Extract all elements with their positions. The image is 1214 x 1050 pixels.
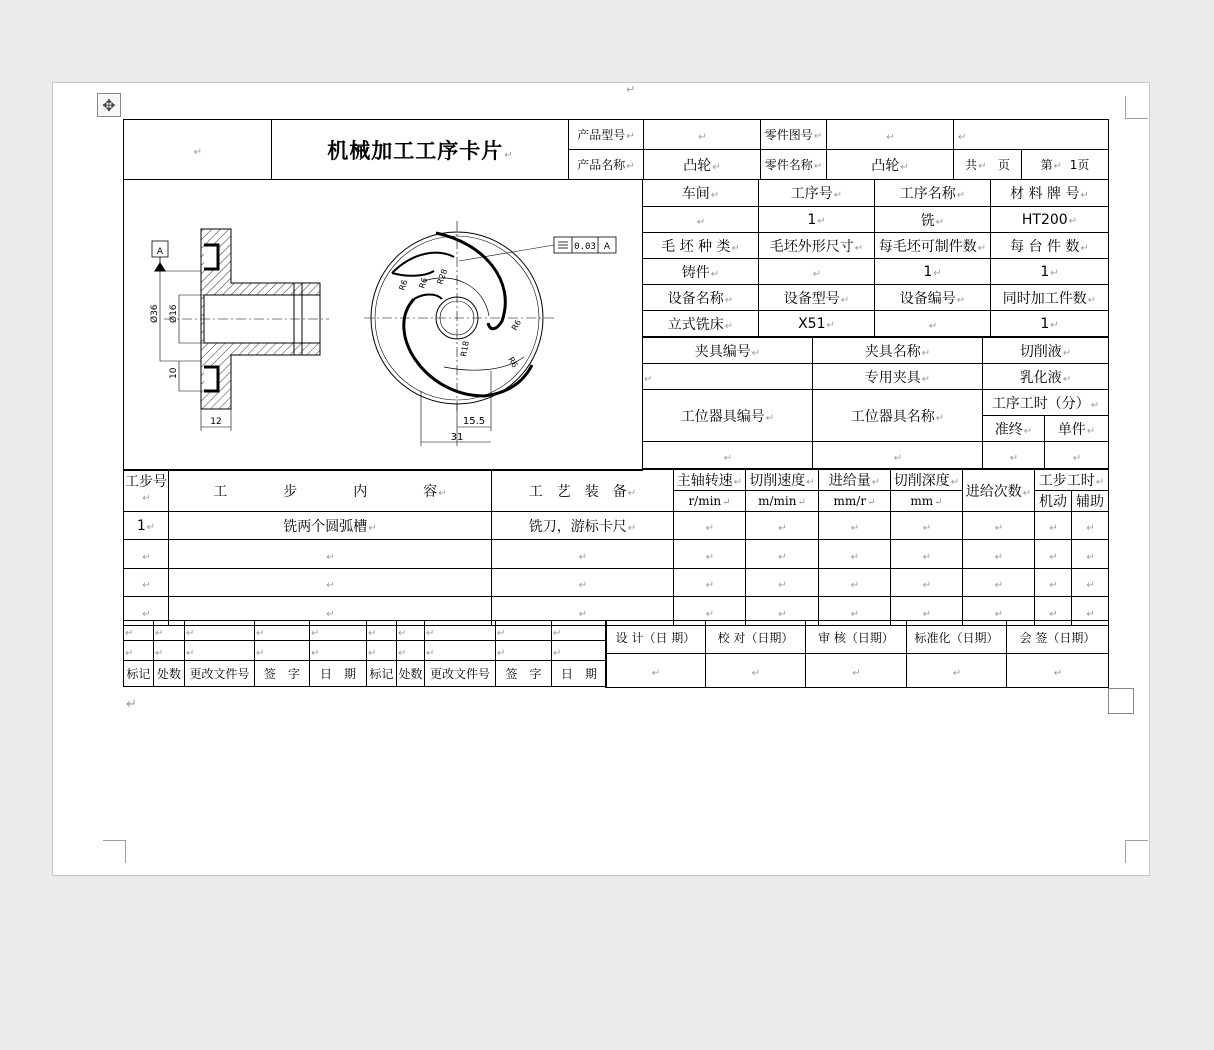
step-machine-time[interactable]: ↵ — [1035, 569, 1072, 597]
prep-time-value[interactable]: ↵ — [983, 442, 1045, 469]
crop-mark-bottom-right — [1125, 840, 1148, 863]
col-spindle-unit: r/min↵ — [674, 491, 746, 512]
mark-label: 标记 — [367, 661, 397, 687]
blank-type-value[interactable]: 铸件↵ — [643, 259, 759, 285]
revision-cell[interactable]: ↵ — [552, 641, 607, 661]
step-machine-time[interactable]: ↵ — [1035, 512, 1072, 540]
op-name-label: 工序名称↵ — [875, 180, 991, 207]
sign-label: 签 字 — [496, 661, 552, 687]
per-unit-value[interactable]: 1↵ — [991, 259, 1109, 285]
side-view — [152, 229, 329, 431]
dim-r6-c: R6 — [509, 317, 524, 332]
col-speed-unit: m/min↵ — [746, 491, 819, 512]
steps-table — [123, 469, 1109, 626]
material-value[interactable]: HT200↵ — [991, 207, 1109, 233]
step-aux-time[interactable]: ↵ — [1072, 512, 1109, 540]
revision-cell[interactable]: ↵ — [552, 621, 607, 641]
table-row — [124, 512, 1109, 540]
revision-cell[interactable]: ↵ — [425, 641, 496, 661]
unit-time-value[interactable]: ↵ — [1045, 442, 1109, 469]
fixture-no-label: 夹具编号↵ — [643, 338, 813, 364]
step-feed[interactable]: ↵ — [819, 512, 891, 540]
crop-mark-bottom-left — [103, 840, 126, 863]
paragraph-mark: ↵ — [626, 83, 636, 96]
product-model-value[interactable]: ↵ — [644, 120, 761, 150]
coolant-label: 切削液↵ — [983, 338, 1109, 364]
total-pages-cell[interactable]: 共↵ 页 — [954, 150, 1022, 180]
revision-cell[interactable]: ↵ — [397, 621, 425, 641]
equip-model-label: 设备型号↵ — [759, 285, 875, 311]
step-equipment[interactable]: ↵ — [492, 569, 674, 597]
op-time-label: 工序工时（分）↵ — [983, 390, 1109, 416]
operation-info-table — [642, 179, 1109, 337]
step-equipment[interactable]: ↵ — [492, 540, 674, 569]
doc-label: 更改文件号 — [185, 661, 255, 687]
step-speed[interactable]: ↵ — [746, 569, 819, 597]
table-resize-handle[interactable] — [1108, 688, 1134, 714]
step-passes[interactable]: ↵ — [963, 512, 1035, 540]
part-drawing-no-value[interactable]: ↵ — [827, 120, 954, 150]
date-label: 日 期 — [310, 661, 367, 687]
revision-cell[interactable]: ↵ — [154, 621, 185, 641]
step-no[interactable]: ↵ — [124, 540, 169, 569]
col-machine-time: 机动 — [1035, 491, 1072, 512]
step-spindle[interactable]: ↵ — [674, 597, 746, 626]
revision-cell[interactable]: ↵ — [124, 621, 154, 641]
revision-cell[interactable]: ↵ — [367, 621, 397, 641]
drawing-cell — [124, 180, 643, 471]
step-content[interactable]: 铣两个圆弧槽↵ — [169, 512, 492, 540]
step-spindle[interactable]: ↵ — [674, 569, 746, 597]
col-passes: 进给次数↵ — [963, 470, 1035, 512]
revision-cell[interactable]: ↵ — [496, 621, 552, 641]
mark-label: 标记 — [124, 661, 154, 687]
step-depth[interactable]: ↵ — [891, 569, 963, 597]
revision-cell[interactable]: ↵ — [397, 641, 425, 661]
dim-d16: Ø16 — [169, 303, 179, 323]
material-label: 材 料 牌 号↵ — [991, 180, 1109, 207]
workshop-value[interactable]: ↵ — [643, 207, 759, 233]
step-aux-time[interactable]: ↵ — [1072, 569, 1109, 597]
countersign-value[interactable]: ↵ — [1007, 654, 1109, 688]
doc-label: 更改文件号 — [425, 661, 496, 687]
step-depth[interactable]: ↵ — [891, 540, 963, 569]
dim-r18: R18 — [459, 339, 471, 357]
fixture-name-value[interactable]: 专用夹具↵ — [813, 364, 983, 390]
per-blank-label: 每毛坯可制件数↵ — [875, 233, 991, 259]
dim-10: 10 — [169, 367, 179, 379]
review-value[interactable]: ↵ — [806, 654, 907, 688]
page-number-cell[interactable]: 第↵ 1页 — [1022, 150, 1109, 180]
design-label: 设 计（日 期） — [606, 621, 706, 654]
design-value[interactable]: ↵ — [606, 654, 706, 688]
per-unit-label: 每 台 件 数↵ — [991, 233, 1109, 259]
dim-31: 31 — [450, 431, 464, 443]
col-feed-unit: mm/r↵ — [819, 491, 891, 512]
step-feed[interactable]: ↵ — [819, 569, 891, 597]
drawing-frame — [123, 179, 643, 471]
part-name-value[interactable]: 凸轮↵ — [827, 150, 954, 180]
col-speed: 切削速度↵ — [746, 470, 819, 491]
equip-name-label: 设备名称↵ — [643, 285, 759, 311]
front-view — [364, 221, 616, 446]
revision-table — [123, 620, 607, 687]
step-no[interactable]: ↵ — [124, 597, 169, 626]
step-content[interactable]: ↵ — [169, 569, 492, 597]
dim-r6-a: R6 — [397, 278, 410, 292]
col-depth: 切削深度↵ — [891, 470, 963, 491]
part-name-label: 零件名称↵ — [761, 150, 827, 180]
blank-size-value[interactable]: ↵ — [759, 259, 875, 285]
tolerance-datum: A — [603, 241, 611, 252]
op-no-label: 工序号↵ — [759, 180, 875, 207]
workshop-label: 车间↵ — [643, 180, 759, 207]
datum-label: A — [156, 246, 164, 257]
col-aux-time: 辅助 — [1072, 491, 1109, 512]
step-passes[interactable]: ↵ — [963, 569, 1035, 597]
step-content[interactable]: ↵ — [169, 597, 492, 626]
check-label: 校 对（日期） — [706, 621, 806, 654]
table-row — [124, 569, 1109, 597]
step-feed[interactable]: ↵ — [819, 540, 891, 569]
date-label: 日 期 — [552, 661, 607, 687]
dim-r6-d: R6 — [506, 355, 520, 369]
step-equipment[interactable]: ↵ — [492, 597, 674, 626]
blank-size-label: 毛坯外形尺寸↵ — [759, 233, 875, 259]
review-label: 审 核（日期） — [806, 621, 907, 654]
per-blank-value[interactable]: 1↵ — [875, 259, 991, 285]
prep-time-label: 准终↵ — [983, 416, 1045, 442]
equip-model-value[interactable]: X51↵ — [759, 311, 875, 337]
revision-cell[interactable]: ↵ — [367, 641, 397, 661]
table-move-handle-icon[interactable]: ✥ — [97, 93, 121, 117]
step-spindle[interactable]: ↵ — [674, 512, 746, 540]
step-speed[interactable]: ↵ — [746, 540, 819, 569]
header-blank-cell[interactable]: ↵ — [954, 120, 1109, 150]
col-content: 工 步 内 容↵ — [169, 470, 492, 512]
approval-table — [605, 620, 1109, 688]
step-depth[interactable]: ↵ — [891, 597, 963, 626]
revision-cell[interactable]: ↵ — [496, 641, 552, 661]
dim-d36: Ø36 — [150, 303, 160, 323]
fixture-info-table — [642, 337, 1109, 469]
fixture-name-label: 夹具名称↵ — [813, 338, 983, 364]
count-label: 处数 — [397, 661, 425, 687]
step-spindle[interactable]: ↵ — [674, 540, 746, 569]
revision-cell[interactable]: ↵ — [310, 621, 367, 641]
count-label: 处数 — [154, 661, 185, 687]
step-no[interactable]: ↵ — [124, 569, 169, 597]
col-step-time: 工步工时↵ — [1035, 470, 1109, 491]
simul-value[interactable]: 1↵ — [991, 311, 1109, 337]
step-passes[interactable]: ↵ — [963, 597, 1035, 626]
dim-15-5: 15.5 — [462, 415, 486, 427]
part-drawing-no-label: 零件图号↵ — [761, 120, 827, 150]
product-model-label: 产品型号↵ — [569, 120, 644, 150]
step-speed[interactable]: ↵ — [746, 512, 819, 540]
step-passes[interactable]: ↵ — [963, 540, 1035, 569]
step-machine-time[interactable]: ↵ — [1035, 540, 1072, 569]
fixture-no-value[interactable]: ↵ — [643, 364, 813, 390]
step-content[interactable]: ↵ — [169, 540, 492, 569]
revision-cell[interactable]: ↵ — [124, 641, 154, 661]
op-no-value[interactable]: 1↵ — [759, 207, 875, 233]
simul-label: 同时加工件数↵ — [991, 285, 1109, 311]
standard-label: 标准化（日期） — [907, 621, 1007, 654]
product-name-value[interactable]: 凸轮↵ — [644, 150, 761, 180]
step-depth[interactable]: ↵ — [891, 512, 963, 540]
blank-type-label: 毛 坯 种 类↵ — [643, 233, 759, 259]
col-spindle: 主轴转速↵ — [674, 470, 746, 491]
col-equipment: 工 艺 装 备↵ — [492, 470, 674, 512]
countersign-label: 会 签（日期） — [1007, 621, 1109, 654]
step-aux-time[interactable]: ↵ — [1072, 597, 1109, 626]
tolerance-value: 0.03 — [574, 241, 596, 252]
equip-no-value[interactable]: ↵ — [875, 311, 991, 337]
revision-cell[interactable]: ↵ — [185, 641, 255, 661]
revision-cell[interactable]: ↵ — [425, 621, 496, 641]
col-depth-unit: mm↵ — [891, 491, 963, 512]
step-feed[interactable]: ↵ — [819, 597, 891, 626]
station-tool-name-label: 工位器具名称↵ — [813, 390, 983, 442]
card-title: 机械加工工序卡片↵ — [272, 120, 569, 180]
dim-12: 12 — [210, 416, 222, 427]
coolant-value[interactable]: 乳化液↵ — [983, 364, 1109, 390]
revision-cell[interactable]: ↵ — [255, 641, 310, 661]
col-step-no: 工步号↵ — [124, 470, 169, 512]
revision-cell[interactable]: ↵ — [185, 621, 255, 641]
standard-value[interactable]: ↵ — [907, 654, 1007, 688]
step-no[interactable]: 1↵ — [124, 512, 169, 540]
step-aux-time[interactable]: ↵ — [1072, 540, 1109, 569]
table-row — [124, 540, 1109, 569]
equip-no-label: 设备编号↵ — [875, 285, 991, 311]
op-name-value[interactable]: 铣↵ — [875, 207, 991, 233]
step-equipment[interactable]: 铣刀，游标卡尺↵ — [492, 512, 674, 540]
col-feed: 进给量↵ — [819, 470, 891, 491]
revision-cell[interactable]: ↵ — [154, 641, 185, 661]
dim-r6-b: R6 — [417, 276, 430, 290]
step-speed[interactable]: ↵ — [746, 597, 819, 626]
station-tool-name-value[interactable]: ↵ — [813, 442, 983, 469]
revision-cell[interactable]: ↵ — [255, 621, 310, 641]
dim-r28: R28 — [435, 267, 450, 286]
crop-mark-top-right — [1125, 96, 1148, 119]
revision-cell[interactable]: ↵ — [310, 641, 367, 661]
paragraph-mark: ↵ — [126, 697, 137, 712]
station-tool-no-value[interactable]: ↵ — [643, 442, 813, 469]
product-name-label: 产品名称↵ — [569, 150, 644, 180]
sign-label: 签 字 — [255, 661, 310, 687]
logo-cell[interactable]: ↵ — [124, 120, 272, 180]
part-drawing — [124, 181, 642, 470]
header-table — [123, 119, 1109, 180]
step-machine-time[interactable]: ↵ — [1035, 597, 1072, 626]
station-tool-no-label: 工位器具编号↵ — [643, 390, 813, 442]
unit-time-label: 单件↵ — [1045, 416, 1109, 442]
check-value[interactable]: ↵ — [706, 654, 806, 688]
equip-name-value[interactable]: 立式铣床↵ — [643, 311, 759, 337]
